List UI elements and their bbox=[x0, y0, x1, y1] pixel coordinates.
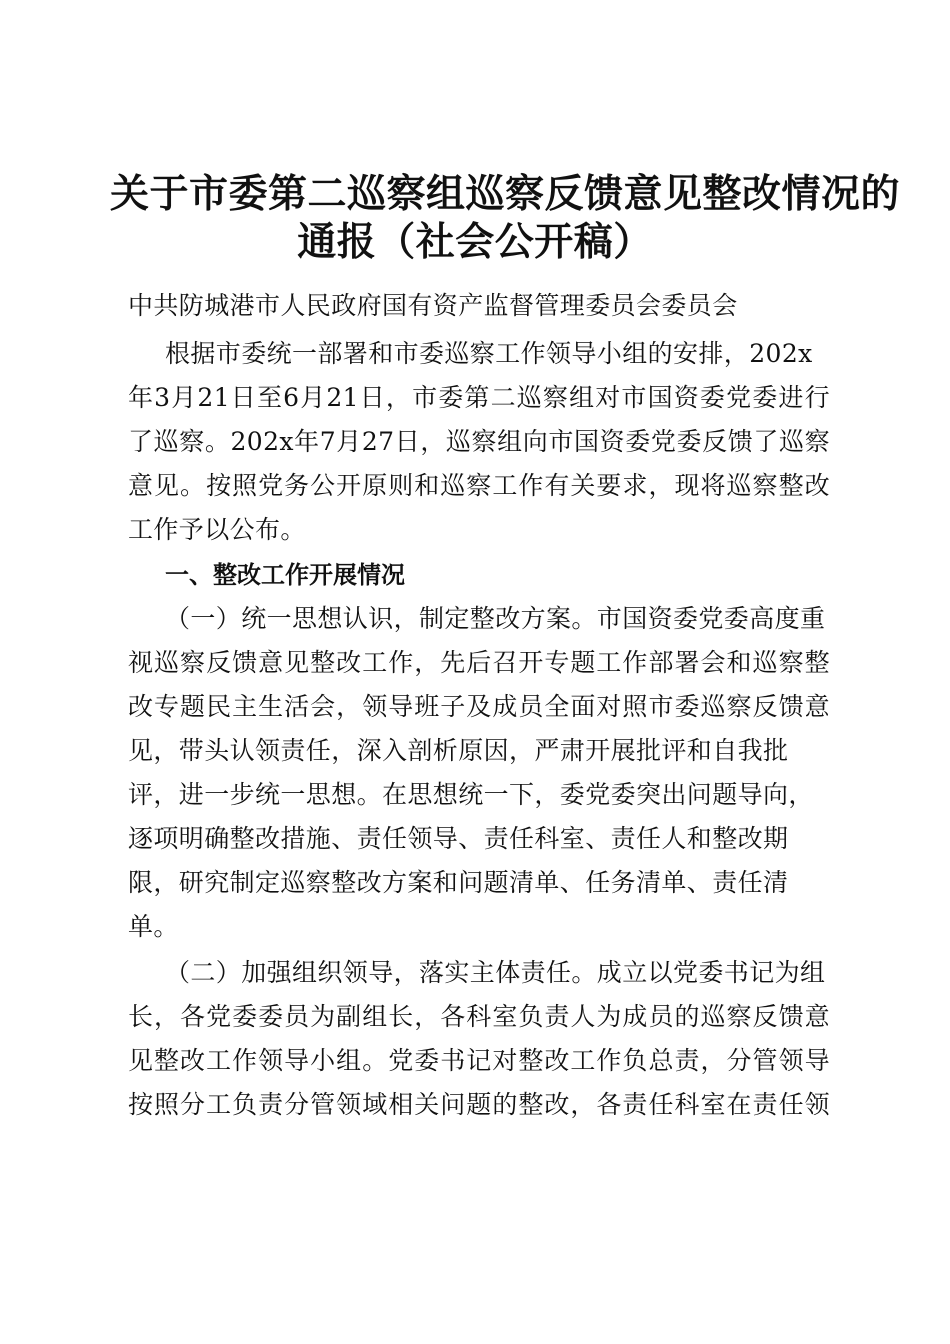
paragraph-1-line-2: 年3月21日至6月21日，市委第二巡察组对市国资委党委进行 bbox=[128, 383, 830, 412]
paragraph-2-line-4: 见，带头认领责任，深入剖析原因，严肃开展批评和自我批 bbox=[128, 736, 789, 765]
paragraph-3-line-4: 按照分工负责分管领域相关问题的整改，各责任科室在责任领 bbox=[128, 1090, 830, 1119]
paragraph-1-line-4: 意见。按照党务公开原则和巡察工作有关要求，现将巡察整改 bbox=[128, 471, 830, 500]
paragraph-2-line-6: 逐项明确整改措施、责任领导、责任科室、责任人和整改期 bbox=[128, 824, 789, 853]
paragraph-1-line-5: 工作予以公布。 bbox=[128, 515, 306, 544]
paragraph-1-line-3: 了巡察。202x年7月27日，巡察组向市国资委党委反馈了巡察 bbox=[128, 427, 830, 456]
paragraph-2-line-8: 单。 bbox=[128, 912, 179, 941]
paragraph-3-line-1: （二）加强组织领导，落实主体责任。成立以党委书记为组 bbox=[165, 958, 826, 987]
paragraph-2-line-7: 限，研究制定巡察整改方案和问题清单、任务清单、责任清 bbox=[128, 868, 789, 897]
paragraph-3-line-3: 见整改工作领导小组。党委书记对整改工作负总责，分管领导 bbox=[128, 1046, 830, 1075]
paragraph-2-line-3: 改专题民主生活会，领导班子及成员全面对照市委巡察反馈意 bbox=[128, 692, 830, 721]
section-1-heading: 一、整改工作开展情况 bbox=[165, 561, 405, 589]
paragraph-2-line-2: 视巡察反馈意见整改工作，先后召开专题工作部署会和巡察整 bbox=[128, 648, 830, 677]
document-title-line-2: 通报（社会公开稿） bbox=[297, 220, 653, 265]
paragraph-1-line-1: 根据市委统一部署和市委巡察工作领导小组的安排，202x bbox=[165, 339, 813, 368]
document-title-line-1: 关于市委第二巡察组巡察反馈意见整改情况的 bbox=[110, 172, 901, 217]
paragraph-2-line-1: （一）统一思想认识，制定整改方案。市国资委党委高度重 bbox=[165, 604, 826, 633]
issuer-line: 中共防城港市人民政府国有资产监督管理委员会委员会 bbox=[128, 291, 738, 320]
paragraph-3-line-2: 长，各党委委员为副组长，各科室负责人为成员的巡察反馈意 bbox=[128, 1002, 830, 1031]
paragraph-2-line-5: 评，进一步统一思想。在思想统一下，委党委突出问题导向， bbox=[128, 780, 814, 809]
